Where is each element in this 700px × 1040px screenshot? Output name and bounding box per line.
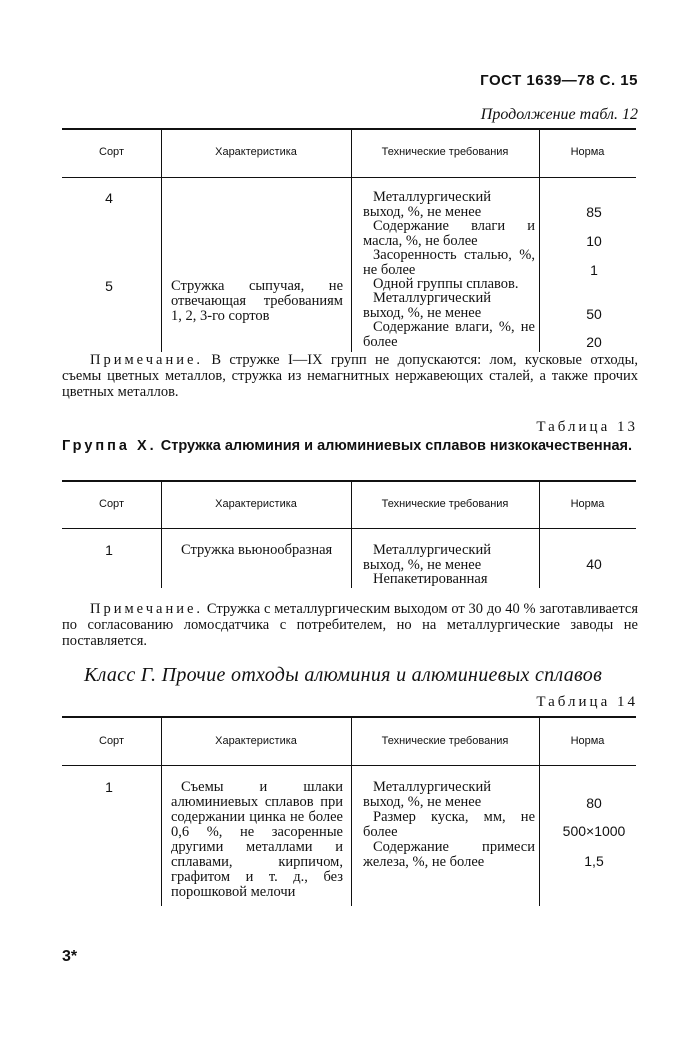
column-header-requirements: Технические требования <box>381 735 509 747</box>
column-header-norm: Норма <box>570 735 605 747</box>
requirement-text: Содержание влаги и масла, %, не более <box>363 218 535 249</box>
page-header: ГОСТ 1639—78 С. 15 <box>480 72 638 89</box>
note-1 <box>62 352 638 400</box>
note-2 <box>62 601 638 649</box>
column-header-requirements: Технические требования <box>381 498 509 510</box>
column-header-sort: Сорт <box>99 146 124 158</box>
column-header-sort: Сорт <box>99 735 124 747</box>
norm-value: 1 <box>590 262 598 278</box>
note-label: Примечание. <box>90 601 204 617</box>
requirement-text: Металлургический выход, %, не менее <box>363 189 491 220</box>
page-mark: 3* <box>62 948 78 965</box>
section-heading: Класс Г. Прочие отходы алюминия и алюминиевых сплавов <box>84 664 603 686</box>
norm-value: 500×1000 <box>562 823 626 839</box>
characteristic-text: Стружка вьюнообразная <box>181 542 333 558</box>
norm-value: 1,5 <box>584 853 604 869</box>
norm-value: 85 <box>586 204 602 220</box>
characteristic-text: Стружка сыпучая, не отвечающая требованиям 1, 2, 3-го сортов <box>171 278 343 324</box>
sort-value: 1 <box>105 542 113 558</box>
requirement-text: Металлургический выход, %, не менее <box>363 290 491 321</box>
table-13-label: Таблица 13 <box>536 419 638 435</box>
requirement-text: Содержание влаги, %, не более <box>363 319 535 350</box>
table-14-label: Таблица 14 <box>536 694 638 710</box>
norm-value: 20 <box>586 334 602 350</box>
sort-value: 1 <box>105 779 113 795</box>
norm-value: 50 <box>586 306 602 322</box>
sort-value: 5 <box>105 278 113 294</box>
norm-value: 80 <box>586 795 602 811</box>
requirement-text: Металлургический выход, %, не менее <box>363 542 491 573</box>
group-label: Группа X. <box>62 438 157 454</box>
requirement-text: Металлургический выход, %, не менее <box>363 779 491 810</box>
requirement-text: Размер куска, мм, не более <box>363 809 535 840</box>
column-header-characteristic: Характеристика <box>215 146 297 158</box>
column-header-requirements: Технические требования <box>381 146 509 158</box>
column-header-norm: Норма <box>570 146 605 158</box>
column-header-characteristic: Характеристика <box>215 498 297 510</box>
group-title <box>62 438 638 455</box>
sort-value: 4 <box>105 190 113 206</box>
norm-value: 10 <box>586 233 602 249</box>
note-text: В стружке I—IX групп не допускаются: лом, кусковые отходы, съемы цветных металлов, стружка из немагнитных нержавеющих сталей, а также прочих цветных металлов. <box>62 352 639 400</box>
norm-value: 40 <box>586 556 602 572</box>
note-label: Примечание. <box>90 352 204 368</box>
column-header-sort: Сорт <box>99 498 124 510</box>
column-header-norm: Норма <box>570 498 605 510</box>
characteristic-text: Съемы и шлаки алюминиевых сплавов при содержании цинка не более 0,6 %, не засоренные другими металлами и сплавами, кирпичом, графитом и т. д., без порошковой мелочи <box>171 779 343 900</box>
group-name: Стружка алюминия и алюминиевых сплавов низкокачественная. <box>160 438 632 454</box>
requirement-text: Содержание примеси железа, %, не более <box>363 839 535 870</box>
requirement-text: Непакетированная <box>373 571 488 587</box>
note-text: Стружка с металлургическим выходом от 30 до 40 % заготавливается по согласованию ломосдатчика с потребителем, но на металлургические заводы не поставляется. <box>62 601 638 649</box>
table-continuation-label: Продолжение табл. 12 <box>480 106 638 123</box>
requirement-text: Засоренность сталью, %, не более <box>363 247 535 278</box>
column-header-characteristic: Характеристика <box>215 735 297 747</box>
requirement-text: Одной группы сплавов. <box>373 276 519 292</box>
